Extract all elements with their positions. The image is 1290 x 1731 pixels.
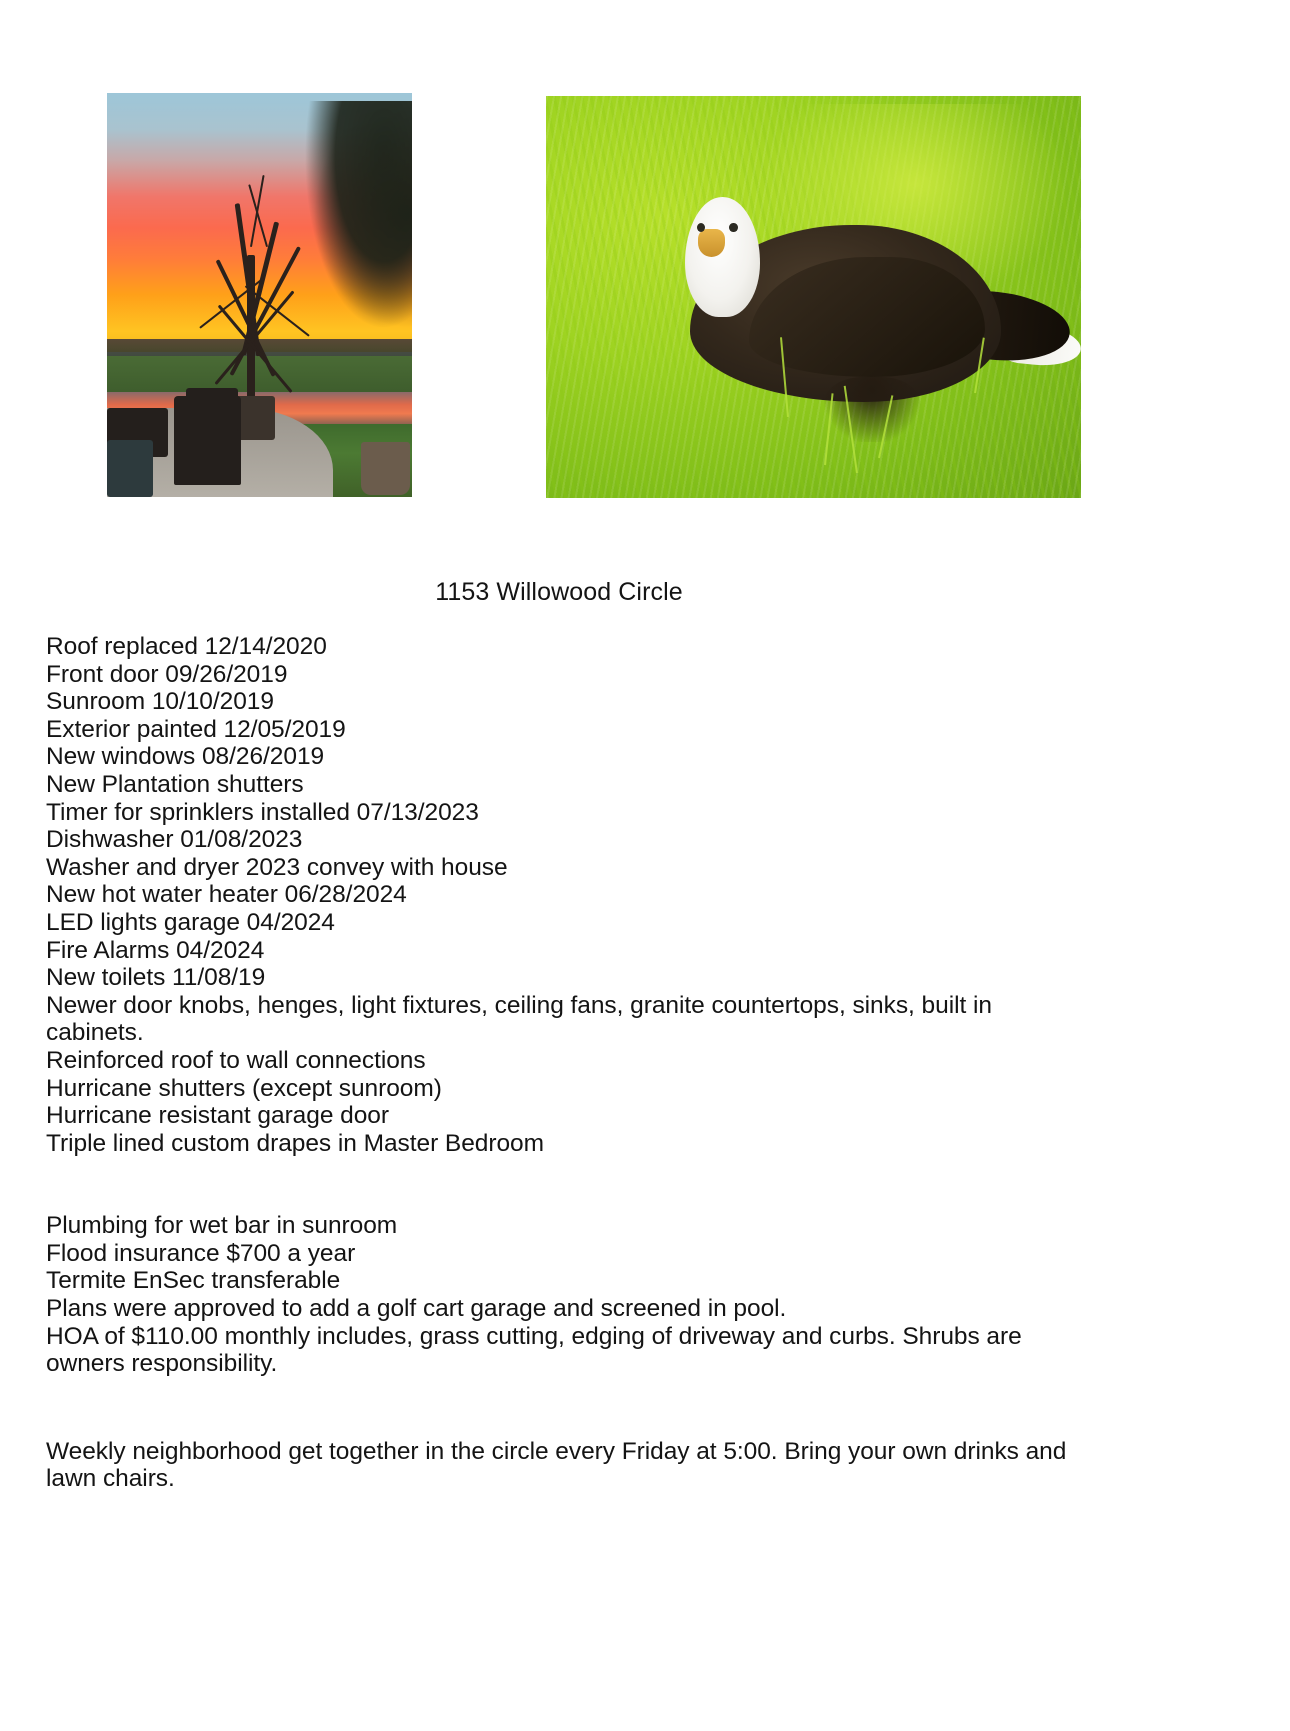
flower-pot: [361, 442, 410, 495]
photo-row: [0, 0, 1290, 520]
improvement-line: Hurricane shutters (except sunroom): [46, 1074, 442, 1102]
improvement-line: New hot water heater 06/28/2024: [46, 881, 407, 909]
improvement-line: Reinforced roof to wall connections: [46, 1046, 426, 1074]
eagle-beak: [698, 229, 725, 257]
improvement-line: Triple lined custom drapes in Master Bedroom: [46, 1129, 544, 1157]
section-gap: [46, 1157, 1068, 1212]
improvement-line: Dishwasher 01/08/2023: [46, 826, 303, 854]
eagle-legs: [824, 377, 920, 441]
detail-line: Plumbing for wet bar in sunroom: [46, 1212, 398, 1240]
background-tree: [294, 101, 412, 351]
improvement-line: Fire Alarms 04/2024: [46, 936, 265, 964]
eagle-eye-right: [729, 223, 738, 233]
detail-line: Flood insurance $700 a year: [46, 1239, 356, 1267]
bald-eagle-photo: [546, 96, 1081, 498]
improvement-line: Washer and dryer 2023 convey with house: [46, 853, 508, 881]
improvement-line: LED lights garage 04/2024: [46, 908, 335, 936]
improvement-line: Roof replaced 12/14/2020: [46, 633, 327, 660]
section-gap: [46, 1378, 1068, 1438]
sunset-patio-photo: [107, 93, 412, 497]
detail-line: Termite EnSec transferable: [46, 1267, 341, 1295]
patio-chair-back: [186, 388, 238, 432]
far-field: [107, 356, 412, 396]
community-note: Weekly neighborhood get together in the circle every Friday at 5:00. Bring your own drinks and lawn chairs.: [46, 1437, 1067, 1493]
patio-cushion: [107, 440, 153, 497]
listing-notes: [46, 633, 1068, 1493]
improvement-line: New Plantation shutters: [46, 770, 304, 798]
improvement-line: Sunroom 10/10/2019: [46, 688, 274, 716]
improvement-line: Exterior painted 12/05/2019: [46, 715, 346, 743]
detail-line: HOA of $110.00 monthly includes, grass cutting, edging of driveway and curbs. Shrubs are owners responsibility.: [46, 1322, 1022, 1378]
detail-line: Plans were approved to add a golf cart garage and screened in pool.: [46, 1295, 787, 1323]
improvement-line: Front door 09/26/2019: [46, 660, 288, 688]
improvement-line: New windows 08/26/2019: [46, 743, 325, 771]
page-title: 1153 Willowood Circle: [435, 578, 683, 606]
improvement-line: New toilets 11/08/19: [46, 964, 266, 992]
improvement-line: Newer door knobs, henges, light fixtures, ceiling fans, granite countertops, sinks, built in cabinets.: [46, 991, 992, 1047]
improvement-line: Hurricane resistant garage door: [46, 1102, 389, 1130]
improvement-line: Timer for sprinklers installed 07/13/2023: [46, 798, 479, 826]
